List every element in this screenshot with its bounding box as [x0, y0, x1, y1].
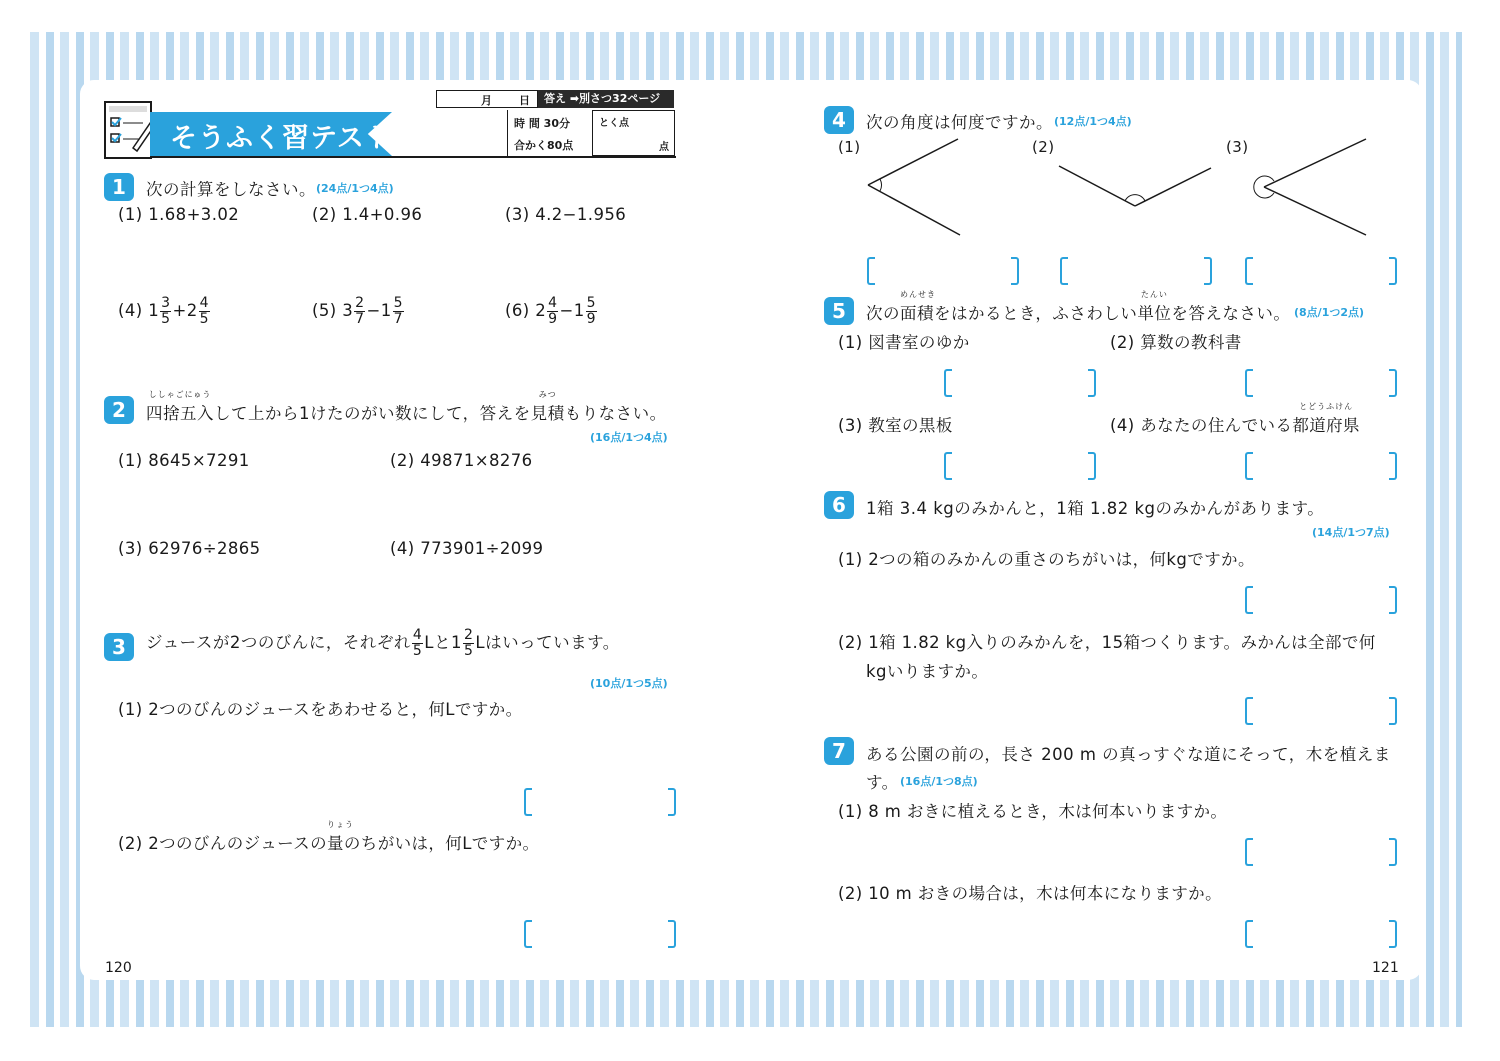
question-7-text-line1: ある公園の前の，長さ 200 m の真っすぐな道にそって，木を植えま [866, 745, 1391, 764]
day-label: 日 [519, 94, 530, 107]
page-number-right: 121 [1372, 960, 1399, 976]
question-5-points: (8点/1つ2点) [1294, 306, 1365, 319]
answer-bracket-q5-4[interactable] [1245, 452, 1397, 480]
question-number-6: 6 [824, 491, 854, 519]
q7-item-2: (2) 10 m おきの場合は，木は何本になりますか。 [838, 884, 1222, 903]
header-underline [150, 156, 676, 158]
answer-bracket-q5-2[interactable] [1245, 369, 1397, 397]
q5-item-1: (1) 図書室のゆか [838, 333, 970, 352]
score-label: とく点 [599, 118, 629, 129]
question-2-text: ししゃごにゅう 四捨五入して上から1けたのがい数にして，答えを みつ 見積もりなさい。 [146, 390, 667, 423]
time-box [507, 110, 592, 156]
question-1-points: (24点/1つ4点) [316, 182, 394, 195]
q1-item-1: (1) 1.68+3.02 [118, 205, 240, 224]
question-1-text: 次の計算をしなさい。 [146, 180, 316, 199]
answer-bracket-q4-1[interactable] [867, 257, 1019, 285]
page-number-left: 120 [105, 960, 132, 976]
question-4-points: (12点/1つ4点) [1054, 115, 1132, 128]
answer-bracket-q7-1[interactable] [1245, 838, 1397, 866]
answer-bracket-q4-3[interactable] [1245, 257, 1397, 285]
answer-bracket-q4-2[interactable] [1060, 257, 1212, 285]
q4-label-2: (2) [1032, 138, 1055, 156]
question-6-points: (14点/1つ7点) [1312, 526, 1390, 539]
page-title: そうふく習テスト① [170, 123, 417, 154]
question-number-5: 5 [824, 297, 854, 325]
answer-bracket-q3-2[interactable] [524, 920, 676, 948]
q1-item-6: (6) 2 $\frac{4}{9}$ −1 $\frac{5}{9}$ [505, 295, 596, 327]
question-number-4: 4 [824, 106, 854, 134]
pass-label: 合かく80点 [514, 139, 574, 152]
question-number-3: 3 [104, 633, 134, 661]
date-box [436, 90, 538, 108]
question-number-2: 2 [104, 396, 134, 424]
q3-item-1: (1) 2つのびんのジュースをあわせると，何Lですか。 [118, 700, 523, 719]
angle-figure-3 [1250, 135, 1370, 240]
q5-item-4: (4) あなたの住んでいる とどうふけん 都道府県 [1110, 402, 1360, 435]
answer-reference: 答え ➡別さつ32ページ [538, 90, 674, 108]
q2-item-2: (2) 49871×8276 [390, 451, 533, 470]
q2-item-4: (4) 773901÷2099 [390, 539, 544, 558]
time-label: 時 間 30分 [514, 117, 570, 130]
q5-item-3: (3) 教室の黒板 [838, 416, 953, 435]
answer-bracket-q5-3[interactable] [944, 452, 1096, 480]
q2-item-1: (1) 8645×7291 [118, 451, 250, 470]
q4-label-3: (3) [1226, 138, 1249, 156]
angle-figure-1 [860, 135, 970, 240]
question-number-7: 7 [824, 737, 854, 765]
month-label: 月 [481, 94, 492, 107]
score-unit: 点 [659, 142, 669, 153]
question-7-points: (16点/1つ8点) [900, 775, 978, 788]
q6-item-2-line2: kgいりますか。 [866, 662, 989, 681]
question-7-text-line2: す。 [866, 773, 899, 792]
answer-bracket-q7-2[interactable] [1245, 920, 1397, 948]
question-6-text: 1箱 3.4 kgのみかんと，1箱 1.82 kgのみかんがあります。 [866, 499, 1325, 518]
q1-item-3: (3) 4.2−1.956 [505, 205, 627, 224]
q1-item-2: (2) 1.4+0.96 [312, 205, 423, 224]
answer-bracket-q3-1[interactable] [524, 788, 676, 816]
angle-figure-2 [1055, 160, 1215, 215]
answer-bracket-q5-1[interactable] [944, 369, 1096, 397]
question-3-text: ジュースが2つのびんに，それぞれ $\frac{4}{5}$ Lと1 $\frac{2}{5}$ Lはいっています。 [146, 627, 620, 659]
q5-item-2: (2) 算数の教科書 [1110, 333, 1242, 352]
q6-item-2-line1: (2) 1箱 1.82 kg入りのみかんを，15箱つくります。みかんは全部で何 [838, 633, 1376, 652]
q6-item-1: (1) 2つの箱のみかんの重さのちがいは，何kgですか。 [838, 550, 1255, 569]
q1-item-4: (4) 1 $\frac{3}{5}$ +2 $\frac{4}{5}$ [118, 295, 209, 327]
question-number-1: 1 [104, 173, 134, 201]
score-box [592, 110, 675, 156]
question-2-points: (16点/1つ4点) [590, 431, 668, 444]
q1-item-5: (5) 3 $\frac{2}{7}$ −1 $\frac{5}{7}$ [312, 295, 403, 327]
question-5-text: 次の めんせき 面積をはかるとき，ふさわしい たんい 単位を答えなさい。 [866, 290, 1291, 323]
answer-bracket-q6-1[interactable] [1245, 586, 1397, 614]
q3-item-2: (2) 2つのびんのジュースの りょう 量のちがいは，何Lですか。 [118, 820, 540, 853]
q2-item-3: (3) 62976÷2865 [118, 539, 261, 558]
q4-label-1: (1) [838, 138, 861, 156]
answer-bracket-q6-2[interactable] [1245, 697, 1397, 725]
q7-item-1: (1) 8 m おきに植えるとき，木は何本いりますか。 [838, 802, 1228, 821]
question-4-text: 次の角度は何度ですか。 [866, 113, 1053, 132]
question-3-points: (10点/1つ5点) [590, 677, 668, 690]
